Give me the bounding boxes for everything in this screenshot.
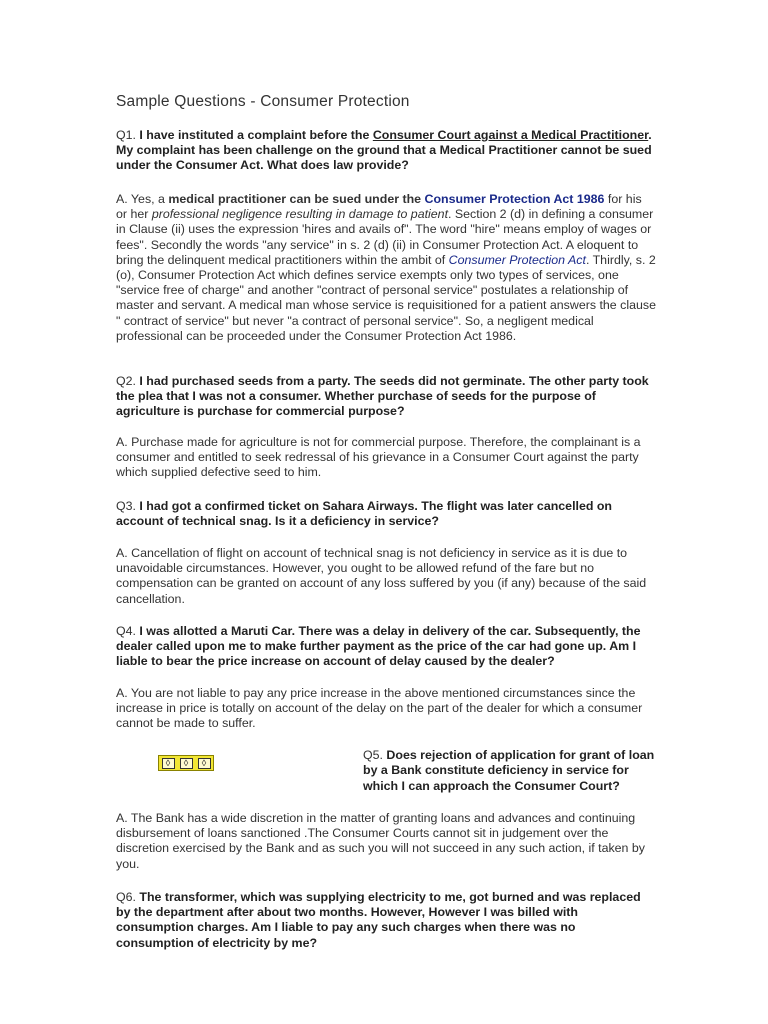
- question-text: I have instituted a complaint before the: [139, 128, 373, 142]
- answer-text: A. Yes, a: [116, 192, 169, 206]
- question-text: I had got a confirmed ticket on Sahara Airways. The flight was later cancelled on account of technical snag. Is it a deficiency in service?: [116, 499, 612, 529]
- answer-text: medical practitioner can be sued under the: [168, 192, 425, 206]
- question-5: [158, 748, 658, 798]
- answer-text: A. You are not liable to pay any price increase in the above mentioned circumstances since the increase in price is totally on account of the delay on the part of the dealer for which a consumer cannot be made to suffer.: [116, 686, 643, 731]
- answer-5: [116, 811, 656, 872]
- page-title: Sample Questions - Consumer Protection: [116, 93, 410, 110]
- answer-4: [116, 686, 656, 732]
- question-1: [116, 128, 656, 174]
- answer-text: A. The Bank has a wide discretion in the matter of granting loans and advances and continuing disbursement of loans sanctioned .The Consumer Courts cannot sit in judgement over the discretion exercised by the Bank and as such you will not succeed in any such action, if taken by you.: [116, 811, 645, 871]
- answer-text: professional negligence resulting in damage to patient: [151, 207, 449, 222]
- decorative-icon: ◊: [180, 758, 193, 769]
- answer-text: . Section 2 (d) in defining a consumer in Clause (ii) uses the expression 'hires and avails of". The word "hire" means employ of wages or fees". Secondly the words "any service" in s. 2 (d) (ii) in Consumer Protection Act. A eloquent to bring the delinquent medical practitioners within the ambit of: [116, 207, 654, 267]
- question-4: [116, 624, 656, 670]
- question-text: The transformer, which was supplying electricity to me, got burned and was replaced by the department after about two months. However, However I was billed with consumption charges. Am I liable to pay any such charges when there was no consumption of electricity by me?: [116, 890, 641, 950]
- question-number: Q3.: [116, 499, 140, 513]
- answer-text: A. Cancellation of flight on account of technical snag is not deficiency in service as it is due to unavoidable circumstances. However, you ought to be allowed refund of the fare but no compensation can be granted on account of any loss suffered by you (if any) because of the said cancellation.: [116, 546, 647, 606]
- question-number: Q2.: [116, 374, 140, 388]
- consumer-court-link[interactable]: Consumer Court against a Medical Practitioner: [372, 128, 649, 142]
- question-number: Q6.: [116, 890, 140, 904]
- answer-2: [116, 435, 656, 481]
- decorative-icon: ◊: [198, 758, 211, 769]
- decorative-icon: ◊: [162, 758, 175, 769]
- question-6: [116, 890, 656, 951]
- question-text: Does rejection of application for grant of loan by a Bank constitute deficiency in service for which I can approach the Consumer Court?: [363, 748, 655, 793]
- question-number: Q4.: [116, 624, 140, 638]
- question-text: . My complaint has been challenge on the ground that a Medical Practitioner cannot be sued under the Consumer Act. What does law provide?: [116, 128, 652, 173]
- question-3: [116, 499, 656, 529]
- answer-text: for his or her: [116, 192, 642, 222]
- question-number: Q5.: [363, 748, 387, 762]
- question-text: I was allotted a Maruti Car. There was a delay in delivery of the car. Subsequently, the dealer called upon me to make further payment as the price of the car had gone up. Am I liable to bear the price increase on account of delay caused by the dealer?: [116, 624, 641, 669]
- toolbar-icons: [158, 755, 214, 771]
- question-text: I had purchased seeds from a party. The seeds did not germinate. The other party took the plea that I was not a consumer. Whether purchase of seeds for the purpose of agriculture is purchase for commercial purpose?: [116, 374, 649, 419]
- answer-text: A. Purchase made for agriculture is not for commercial purpose. Therefore, the complainant is a consumer and entitled to seek redressal of his grievance in a Consumer Court against the party which supplied defective seed to him.: [116, 435, 641, 480]
- question-number: Q1.: [116, 128, 140, 142]
- answer-1: [116, 192, 656, 344]
- consumer-protection-act-link[interactable]: Consumer Protection Act: [448, 252, 586, 267]
- consumer-protection-act-link[interactable]: Consumer Protection Act 1986: [424, 192, 605, 206]
- answer-3: [116, 546, 656, 607]
- question-2: [116, 374, 656, 420]
- answer-text: . Thirdly, s. 2 (o), Consumer Protection Act which defines service exempts only two types of services, one "service free of charge" and another "contract of personal service" postulates a relationship of master and servant. A medical man whose service is requisitioned for a patient answers the clause " contract of service" but never "a contract of personal service". So, a negligent medical professional can be proceeded under the Consumer Protection Act 1986.: [116, 252, 656, 343]
